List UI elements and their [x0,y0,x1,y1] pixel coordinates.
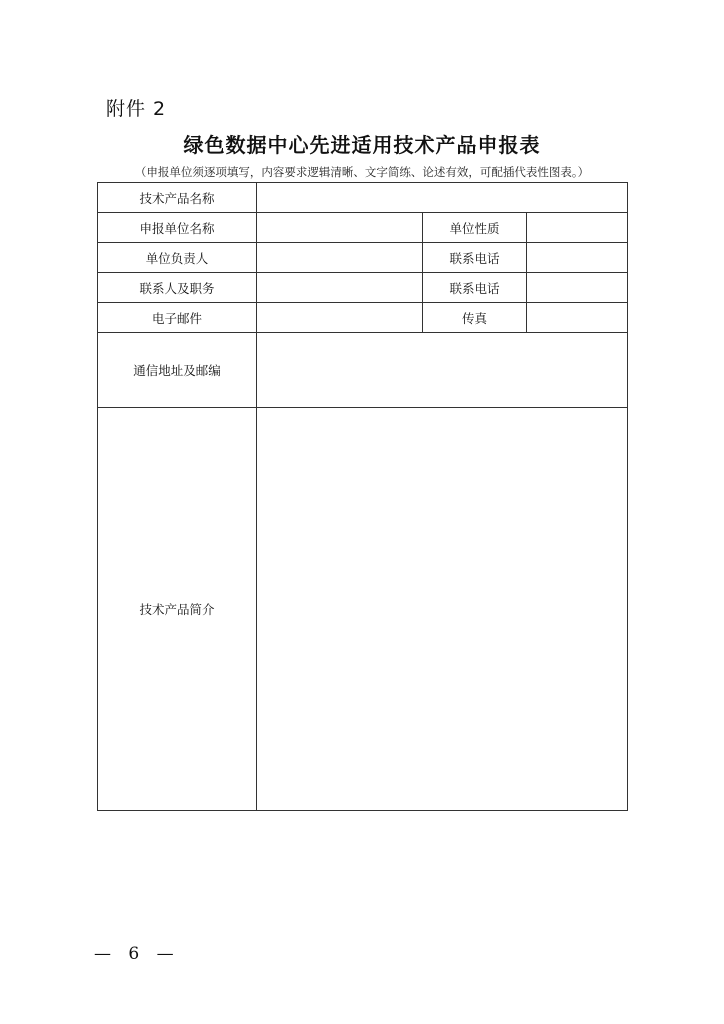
address-field[interactable] [257,333,628,408]
address-label: 通信地址及邮编 [98,333,257,408]
phone-field-1[interactable] [527,243,628,273]
page-number-value: 6 [128,944,142,964]
product-intro-field[interactable] [257,408,628,811]
product-name-label: 技术产品名称 [98,183,257,213]
unit-type-label: 单位性质 [423,213,527,243]
unit-type-field[interactable] [527,213,628,243]
contact-person-field[interactable] [257,273,423,303]
table-row [98,213,628,243]
fax-label: 传真 [423,303,527,333]
applicant-name-field[interactable] [257,213,423,243]
form-title: 绿色数据中心先进适用技术产品申报表 [183,133,541,157]
email-label: 电子邮件 [98,303,257,333]
table-row [98,273,628,303]
phone-label-1: 联系电话 [423,243,527,273]
person-in-charge-field[interactable] [257,243,423,273]
table-row [98,333,628,408]
product-intro-label: 技术产品简介 [98,408,257,811]
table-row [98,408,628,811]
fax-field[interactable] [527,303,628,333]
page-number [90,944,180,964]
person-in-charge-label: 单位负责人 [98,243,257,273]
attachment-label: 附件 2 [106,98,167,120]
product-name-field[interactable] [257,183,628,213]
table-row [98,303,628,333]
application-form-table [97,182,628,811]
table-row [98,243,628,273]
table-row [98,183,628,213]
phone-label-2: 联系电话 [423,273,527,303]
page-dash-right: — [156,944,176,964]
instructions-note: （申报单位须逐项填写，内容要求逻辑清晰、文字简练、论述有效，可配插代表性图表。） [134,165,590,179]
email-field[interactable] [257,303,423,333]
applicant-name-label: 申报单位名称 [98,213,257,243]
contact-person-label: 联系人及职务 [98,273,257,303]
page-dash-left: — [94,944,113,964]
phone-field-2[interactable] [527,273,628,303]
